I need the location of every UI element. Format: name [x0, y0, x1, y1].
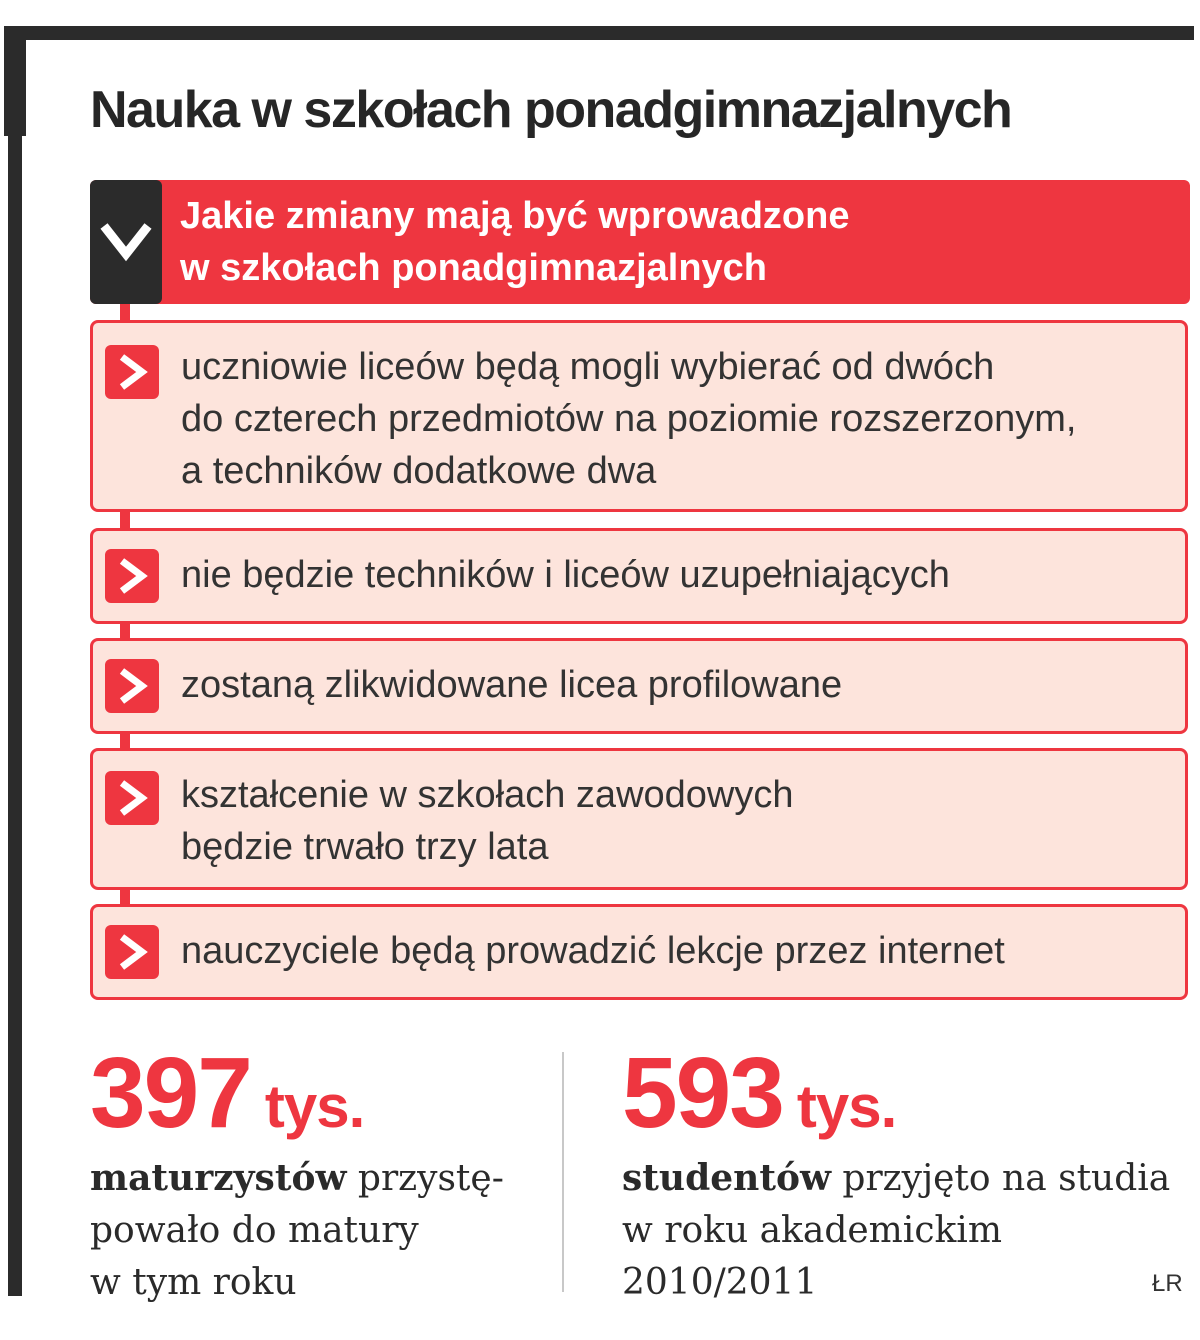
frame-top-rule [8, 26, 1194, 40]
item-line: będzie trwało trzy lata [181, 826, 549, 868]
item-line: do czterech przedmiotów na poziomie rozszerzonym, [181, 398, 1077, 440]
arrow-icon-box [105, 925, 159, 979]
stat-line: przyjęto na studia [830, 1158, 1171, 1199]
list-item [90, 638, 1188, 734]
item-line: kształcenie w szkołach zawodowych [181, 774, 794, 816]
stat-value: 397 [90, 1037, 251, 1149]
item-line: nauczyciele będą prowadzić lekcje przez internet [181, 930, 1005, 972]
stat-description-students [622, 1152, 1170, 1309]
stat-line: w tym roku [90, 1262, 297, 1303]
list-item-text [181, 341, 1165, 497]
list-item [90, 320, 1188, 512]
list-item [90, 904, 1188, 1000]
stat-line: 2010/2011 [622, 1262, 818, 1303]
list-item-text [181, 769, 1165, 873]
stats-divider [562, 1052, 564, 1292]
item-line: uczniowie liceów będą mogli wybierać od dwóch [181, 346, 995, 388]
item-line: nie będzie techników i liceów uzupełniających [181, 554, 950, 596]
header-icon-box [90, 180, 162, 304]
frame-corner [4, 26, 26, 136]
stat-bold-label: studentów [622, 1157, 831, 1199]
author-credit: ŁR [1152, 1270, 1183, 1297]
stat-line: powało do matury [90, 1210, 419, 1251]
frame-left-rule [8, 26, 22, 1296]
stat-description-graduates [90, 1152, 504, 1309]
arrow-icon-box [105, 659, 159, 713]
list-item-text [181, 925, 1165, 977]
chevron-right-icon [114, 934, 150, 970]
list-item [90, 528, 1188, 624]
stat-bold-label: maturzystów [90, 1157, 347, 1199]
item-line: zostaną zlikwidowane licea profilowane [181, 664, 843, 706]
stat-value: 593 [622, 1037, 783, 1149]
list-item-text [181, 549, 1165, 601]
chevron-right-icon [114, 668, 150, 704]
page-title: Nauka w szkołach ponadgimnazjalnych [90, 81, 1012, 139]
arrow-icon-box [105, 549, 159, 603]
chevron-right-icon [114, 780, 150, 816]
chevron-right-icon [114, 558, 150, 594]
list-item [90, 748, 1188, 890]
header-line-2: w szkołach ponadgimnazjalnych [180, 247, 768, 289]
stat-line: w roku akademickim [622, 1210, 1002, 1251]
stat-unit: tys. [264, 1073, 365, 1140]
stat-line: przystę- [346, 1158, 504, 1199]
header-line-1: Jakie zmiany mają być wprowadzone [180, 195, 850, 237]
arrow-icon-box [105, 345, 159, 399]
chevron-right-icon [114, 354, 150, 390]
stat-number-students [622, 1038, 896, 1162]
chevron-down-icon [100, 212, 152, 272]
stat-number-graduates [90, 1038, 364, 1162]
item-line: a techników dodatkowe dwa [181, 450, 657, 492]
arrow-icon-box [105, 771, 159, 825]
header-text [180, 190, 1170, 294]
stat-unit: tys. [796, 1073, 897, 1140]
list-item-text [181, 659, 1165, 711]
